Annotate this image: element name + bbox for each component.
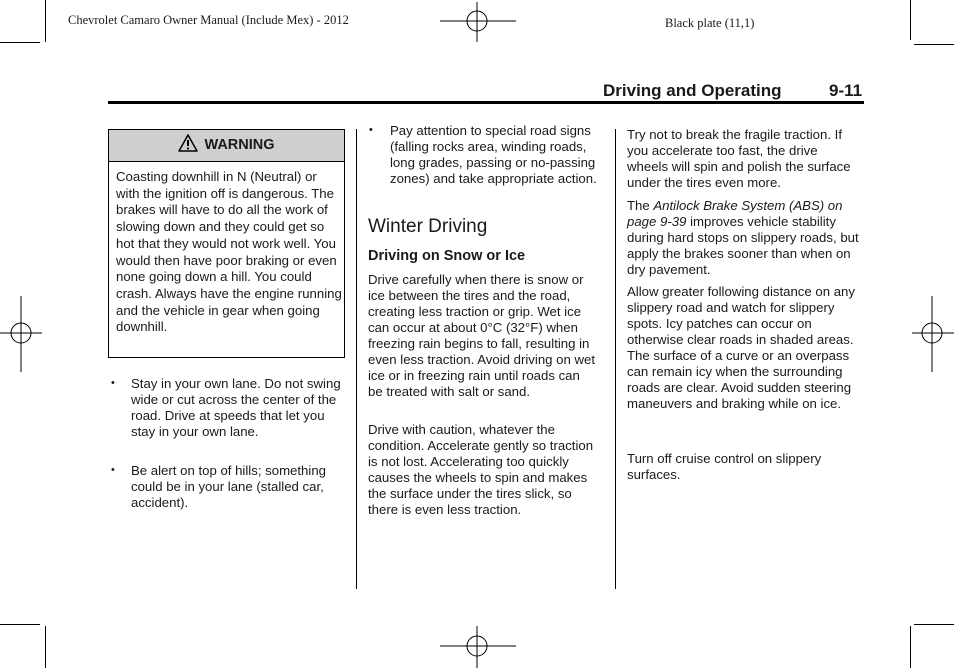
- bullet-marker: •: [111, 464, 115, 476]
- warning-box: [108, 129, 345, 358]
- section-title: Driving and Operating: [603, 81, 782, 100]
- crop-mark: [910, 626, 911, 668]
- manual-title: Chevrolet Camaro Owner Manual (Include Mex) - 2012: [68, 13, 349, 27]
- paragraph: Turn off cruise control on slippery surfaces.: [627, 451, 822, 482]
- bullet-marker: •: [369, 124, 373, 136]
- crop-mark: [914, 44, 954, 45]
- bullet-text: Pay attention to special road signs (falling rocks area, winding roads, long grades, passing or no-passing zones) and take appropriate action.: [390, 123, 597, 186]
- crop-mark: [910, 0, 911, 40]
- cross-reference-link[interactable]: Antilock Brake System (ABS) on page 9-39: [627, 198, 843, 229]
- registration-mark-left: [0, 296, 44, 372]
- column-divider: [615, 129, 616, 589]
- plate-label: Black plate (11,1): [665, 16, 755, 30]
- bullet-text: Be alert on top of hills; something could be in your lane (stalled car, accident).: [131, 463, 326, 510]
- page-number: 9-11: [829, 81, 863, 100]
- bullet-text: Stay in your own lane. Do not swing wide or cut across the center of the road. Drive at speeds that let you stay in your own lane.: [131, 376, 341, 439]
- header-rule: [108, 101, 864, 104]
- paragraph: Drive with caution, whatever the condition. Accelerate gently so traction is not lost. Accelerating too quickly causes the wheels to spin and makes the surface under the tires slick, so there is even less traction.: [368, 422, 594, 517]
- crop-mark: [45, 626, 46, 668]
- crop-mark: [0, 42, 40, 43]
- paragraph: Drive carefully when there is snow or ice between the tires and the road, creating less traction or grip. Wet ice can occur at about 0°C (32°F) when freezing rain begins to fall, resulting in even less traction. Avoid driving on wet ice or in freezing rain until roads can be treated with salt or sand.: [368, 272, 596, 399]
- crop-mark: [0, 624, 40, 625]
- section-heading: Winter Driving: [368, 216, 488, 237]
- subsection-heading: Driving on Snow or Ice: [368, 248, 526, 264]
- paragraph: Try not to break the fragile traction. If you accelerate too fast, the drive wheels will spin and polish the surface under the tires even more.: [627, 127, 851, 190]
- warning-text: Coasting downhill in N (Neutral) or with the ignition off is dangerous. The brakes will have to do all the work of slowing down and they could get so hot that they would not work well. You would then have poor braking or even none going down a hill. You could crash. Always have the engine running and the vehicle in gear when going downhill.: [116, 169, 342, 335]
- registration-mark-right: [910, 296, 954, 372]
- paragraph: Allow greater following distance on any slippery road and watch for slippery spots. Icy patches can occur on otherwise clear roads in shaded areas. The surface of a curve or an overpass can remain icy when the surrounding roads are clear. Avoid sudden steering maneuvers and braking while on ice.: [627, 284, 855, 411]
- bullet-marker: •: [111, 377, 115, 389]
- warning-triangle-icon: [178, 134, 198, 152]
- warning-header: [109, 130, 344, 162]
- warning-label: WARNING: [204, 137, 275, 153]
- paragraph-prefix: The: [627, 198, 654, 213]
- crop-mark: [45, 0, 46, 42]
- paragraph-suffix: improves vehicle stability during hard stops on slippery roads, but apply the brakes sooner than when on dry pavement.: [627, 214, 859, 277]
- crop-mark: [914, 624, 954, 625]
- registration-mark-top: [440, 0, 516, 44]
- column-divider: [356, 129, 357, 589]
- paragraph-with-reference: [627, 198, 863, 278]
- registration-mark-bottom: [440, 624, 516, 668]
